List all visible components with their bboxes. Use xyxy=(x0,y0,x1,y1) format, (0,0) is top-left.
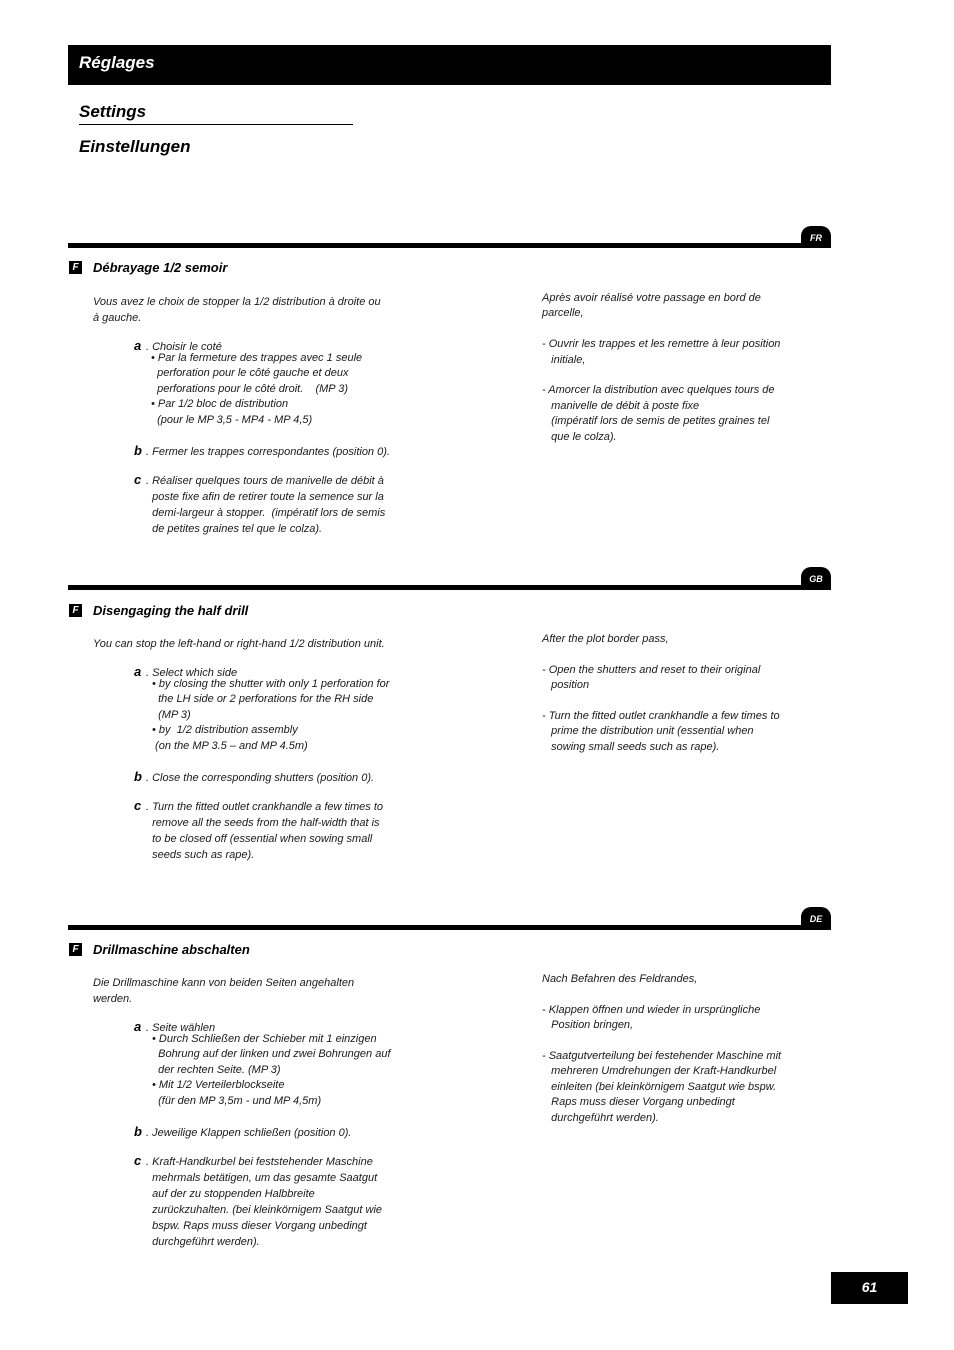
step-a-details-de: • Durch Schließen der Schieber mit 1 einzigen Bohrung auf der linken und zwei Bohrungen auf der rechten Seite. (MP 3) • Mit 1/2 Verteilerblockseite (für den MP 3,5m - und MP 4,5m) xyxy=(152,1033,391,1107)
step-a-title-fr: . Choisir le coté xyxy=(146,341,222,353)
step-a-label-fr: a xyxy=(134,338,142,353)
section-marker-fr: F xyxy=(69,261,82,274)
step-c-label-de: c xyxy=(134,1153,142,1168)
subtitle-settings: Settings xyxy=(79,102,147,121)
step-a-title-de: . Seite wählen xyxy=(146,1022,216,1034)
section-rule-fr xyxy=(68,243,831,248)
step-c-text-fr: . Réaliser quelques tours de manivelle de débit à poste fixe afin de retirer toute la semence sur la demi-largeur à stopper. (impératif lors de semis de petites graines tel que le colza). xyxy=(146,475,386,535)
subtitle-underline xyxy=(79,124,353,125)
section-heading-gb: Disengaging the half drill xyxy=(93,603,249,618)
step-b-text-de: . Jeweilige Klappen schließen (position 0). xyxy=(146,1127,352,1139)
subtitle-einstellungen: Einstellungen xyxy=(79,137,191,156)
step-c-label-gb: c xyxy=(134,798,142,813)
page-number: 61 xyxy=(831,1272,908,1304)
page-title: Réglages xyxy=(79,53,155,72)
step-a-details-gb: • by closing the shutter with only 1 perforation for the LH side or 2 perforations for the RH side (MP 3) • by 1/2 distribution assembly (on the MP 3.5 – and MP 4.5m) xyxy=(152,678,390,752)
step-a-label-de: a xyxy=(134,1019,142,1034)
step-a-title-gb: . Select which side xyxy=(146,667,238,679)
intro-fr: Vous avez le choix de stopper la 1/2 distribution à droite ou à gauche. xyxy=(93,296,381,324)
title-bar xyxy=(68,45,831,85)
intro-gb: You can stop the left-hand or right-hand 1/2 distribution unit. xyxy=(93,638,385,650)
step-b-label-gb: b xyxy=(134,769,142,784)
intro-de: Die Drillmaschine kann von beiden Seiten angehalten werden. xyxy=(93,977,355,1005)
right-text-gb: After the plot border pass, - Open the shutters and reset to their original position - Turn the fitted outlet crankhandle a few times to prime the distribution unit (essential when sowing small seeds such as rape). xyxy=(542,633,780,753)
section-rule-gb xyxy=(68,585,831,590)
section-marker-gb: F xyxy=(69,604,82,617)
step-a-details-fr: • Par la fermeture des trappes avec 1 seule perforation pour le côté gauche et deux perforations pour le côté droit. (MP 3) • Par 1/2 bloc de distribution (pour le MP 3,5 - MP4 - MP 4,5) xyxy=(151,352,363,426)
section-heading-de: Drillmaschine abschalten xyxy=(93,942,250,957)
lang-tab-gb: GB xyxy=(801,567,831,589)
step-b-label-fr: b xyxy=(134,443,142,458)
step-c-text-gb: . Turn the fitted outlet crankhandle a few times to remove all the seeds from the half-width that is to be closed off (essential when sowing small seeds such as rape). xyxy=(146,801,384,861)
step-b-text-gb: . Close the corresponding shutters (position 0). xyxy=(146,772,375,784)
section-rule-de xyxy=(68,925,831,930)
step-c-text-de: . Kraft-Handkurbel bei feststehender Maschine mehrmals betätigen, um das gesamte Saatgut auf der zu stoppenden Halbbreite zurückzuhalten. (bei kleinkörnigem Saatgut wie bspw. Raps muss dieser Vorgang unbedingt durchgeführt werden). xyxy=(146,1156,383,1248)
lang-tab-fr: FR xyxy=(801,226,831,248)
step-b-label-de: b xyxy=(134,1124,142,1139)
step-b-text-fr: . Fermer les trappes correspondantes (position 0). xyxy=(146,446,390,458)
right-text-de: Nach Befahren des Feldrandes, - Klappen öffnen und wieder in ursprüngliche Position bringen, - Saatgutverteilung bei festehender Maschine mit mehreren Umdrehungen der Kraft-Handkurbel einleiten (bei kleinkörnigem Saatgut wie bspw. Raps muss dieser Vorgang unbedingt durchgeführt werden). xyxy=(542,973,782,1124)
section-marker-de: F xyxy=(69,943,82,956)
section-heading-fr: Débrayage 1/2 semoir xyxy=(93,260,228,275)
lang-tab-de: DE xyxy=(801,907,831,929)
step-c-label-fr: c xyxy=(134,472,142,487)
right-text-fr: Après avoir réalisé votre passage en bord de parcelle, - Ouvrir les trappes et les remettre à leur position initiale, - Amorcer la distribution avec quelques tours de manivelle de débit à poste fixe (impératif lors de semis de petites graines tel que le colza). xyxy=(542,292,781,443)
step-a-label-gb: a xyxy=(134,664,142,679)
